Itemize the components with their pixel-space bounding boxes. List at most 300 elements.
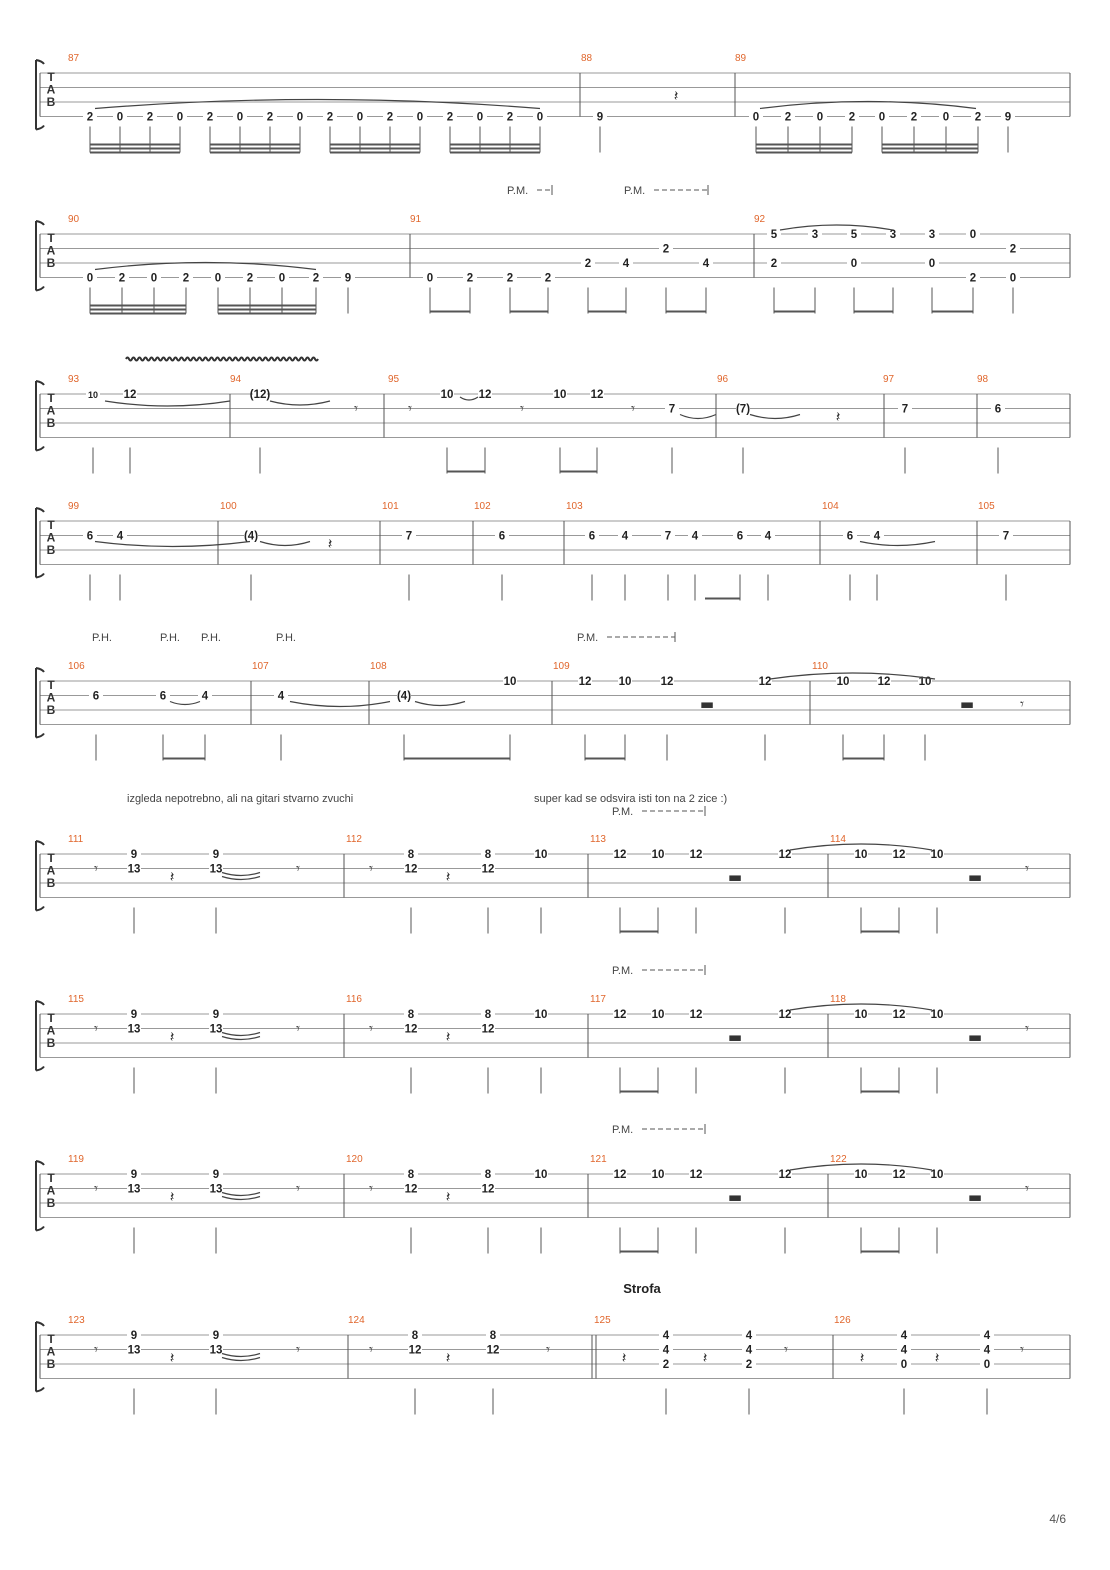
measure-number: 97 bbox=[883, 374, 895, 385]
tie bbox=[415, 702, 465, 706]
tab-clef-letter: B bbox=[46, 95, 56, 109]
fret-number: 0 bbox=[278, 272, 286, 285]
fret-number: 10 bbox=[918, 676, 932, 688]
rest-symbol: ▬ bbox=[959, 695, 975, 714]
fret-number: 10 bbox=[651, 849, 665, 861]
fret-number: 12 bbox=[613, 1169, 627, 1181]
fret-number: 9 bbox=[130, 1330, 138, 1342]
fret-number: 6 bbox=[736, 530, 744, 543]
rest-symbol: ▬ bbox=[967, 1028, 983, 1047]
fret-number: 12 bbox=[404, 1023, 418, 1036]
fret-number: 2 bbox=[206, 111, 214, 124]
measure-number: 124 bbox=[348, 1315, 365, 1326]
rest-symbol: 𝄾 bbox=[784, 1340, 788, 1359]
fret-number: 0 bbox=[878, 111, 886, 124]
measure-number: 88 bbox=[581, 53, 593, 64]
rest-symbol: 𝄽 bbox=[169, 868, 175, 887]
fret-number: 8 bbox=[484, 849, 492, 861]
fret-number: 12 bbox=[478, 389, 492, 401]
tab-clef-letter: A bbox=[46, 1344, 56, 1359]
section-label: Strofa bbox=[623, 1281, 661, 1296]
fret-number: 9 bbox=[130, 1009, 138, 1021]
rest-symbol: 𝄾 bbox=[546, 1340, 550, 1359]
measure-number: 113 bbox=[590, 834, 606, 845]
fret-number: 10 bbox=[503, 676, 517, 688]
fret-number: 0 bbox=[150, 272, 158, 285]
tab-clef-letter: T bbox=[47, 851, 55, 865]
rest-symbol: 𝄾 bbox=[94, 1340, 98, 1359]
fret-number: 10 bbox=[87, 390, 99, 400]
pinch-harmonic-label: P.H. bbox=[276, 632, 296, 644]
measure-number: 105 bbox=[978, 501, 995, 512]
fret-number: 12 bbox=[689, 849, 703, 861]
fret-number: 4 bbox=[764, 530, 772, 543]
fret-number: 2 bbox=[745, 1359, 753, 1371]
tab-clef-letter: A bbox=[46, 403, 56, 418]
tie bbox=[170, 702, 200, 705]
rest-symbol: 𝄾 bbox=[369, 1019, 373, 1038]
fret-number: (4) bbox=[243, 530, 259, 543]
fret-number: 12 bbox=[778, 1169, 792, 1181]
measure-number: 107 bbox=[252, 661, 269, 672]
fret-number: (12) bbox=[249, 389, 271, 401]
fret-number: 4 bbox=[662, 1330, 670, 1342]
fret-number: 2 bbox=[246, 272, 254, 285]
rest-symbol: 𝄽 bbox=[621, 1349, 627, 1368]
tie bbox=[680, 415, 716, 419]
fret-number: 13 bbox=[127, 1344, 141, 1357]
tab-clef-letter: B bbox=[46, 416, 56, 430]
measure-number: 96 bbox=[717, 374, 729, 385]
rest-symbol: 𝄾 bbox=[296, 1019, 300, 1038]
tab-clef-letter: T bbox=[47, 1171, 55, 1185]
tab-clef-letter: A bbox=[46, 82, 56, 97]
tie bbox=[222, 1193, 260, 1196]
fret-number: 12 bbox=[404, 1183, 418, 1196]
fret-number: 3 bbox=[889, 229, 897, 241]
tab-clef-letter: B bbox=[46, 1036, 56, 1050]
fret-number: 0 bbox=[116, 111, 124, 124]
fret-number: 2 bbox=[584, 258, 592, 270]
measure-number: 121 bbox=[590, 1154, 607, 1165]
rest-symbol: 𝄾 bbox=[369, 1340, 373, 1359]
palm-mute-label: P.M. bbox=[612, 1124, 634, 1136]
fret-number: 13 bbox=[209, 1344, 223, 1357]
rest-symbol: 𝄾 bbox=[408, 399, 412, 418]
fret-number: 9 bbox=[344, 272, 352, 285]
rest-symbol: 𝄾 bbox=[631, 399, 635, 418]
rest-symbol: 𝄽 bbox=[445, 1188, 451, 1207]
fret-number: 12 bbox=[613, 1009, 627, 1021]
fret-number: 9 bbox=[212, 849, 220, 861]
fret-number: 0 bbox=[356, 111, 364, 124]
fret-number: 2 bbox=[146, 111, 154, 124]
rest-symbol: 𝄽 bbox=[673, 87, 679, 106]
rest-symbol: 𝄾 bbox=[1020, 1340, 1024, 1359]
fret-number: 2 bbox=[969, 272, 977, 285]
fret-number: 0 bbox=[1009, 272, 1017, 285]
measure-number: 114 bbox=[830, 834, 846, 845]
fret-number: 2 bbox=[662, 243, 670, 256]
tab-clef-letter: T bbox=[47, 231, 55, 245]
tab-clef-letter: B bbox=[46, 876, 56, 890]
measure-number: 89 bbox=[735, 53, 747, 64]
measure-number: 94 bbox=[230, 374, 242, 385]
fret-number: 12 bbox=[481, 1183, 495, 1196]
fret-number: 10 bbox=[854, 1009, 868, 1021]
fret-number: 2 bbox=[118, 272, 126, 285]
fret-number: 2 bbox=[386, 111, 394, 124]
measure-number: 99 bbox=[68, 501, 80, 512]
rest-symbol: 𝄾 bbox=[94, 1019, 98, 1038]
measure-number: 125 bbox=[594, 1315, 611, 1326]
fret-number: 8 bbox=[407, 849, 415, 861]
fret-number: 0 bbox=[476, 111, 484, 124]
fret-number: 13 bbox=[209, 863, 223, 876]
rest-symbol: 𝄽 bbox=[327, 535, 333, 554]
tie bbox=[750, 415, 800, 419]
tab-system bbox=[36, 374, 1070, 474]
fret-number: 12 bbox=[778, 849, 792, 861]
fret-number: 12 bbox=[689, 1169, 703, 1181]
tab-clef-letter: A bbox=[46, 1183, 56, 1198]
fret-number: 12 bbox=[613, 849, 627, 861]
tab-system bbox=[36, 1315, 1070, 1415]
fret-number: 2 bbox=[446, 111, 454, 124]
tab-clef-letter: A bbox=[46, 530, 56, 545]
fret-number: 4 bbox=[983, 1330, 991, 1342]
fret-number: 4 bbox=[201, 690, 209, 703]
slur bbox=[95, 263, 316, 270]
measure-number: 103 bbox=[566, 501, 583, 512]
tie bbox=[222, 1197, 260, 1200]
slur bbox=[770, 673, 935, 679]
palm-mute-label: P.M. bbox=[507, 185, 529, 197]
fret-number: 0 bbox=[416, 111, 424, 124]
fret-number: 2 bbox=[266, 111, 274, 124]
fret-number: 2 bbox=[86, 111, 94, 124]
fret-number: 12 bbox=[590, 389, 604, 401]
palm-mute-label: P.M. bbox=[612, 965, 634, 977]
fret-number: 10 bbox=[930, 1169, 944, 1181]
measure-number: 104 bbox=[822, 501, 839, 512]
slur bbox=[780, 225, 893, 230]
fret-number: 2 bbox=[662, 1359, 670, 1371]
fret-number: 2 bbox=[466, 272, 474, 285]
measure-number: 101 bbox=[382, 501, 399, 512]
tab-clef-letter: B bbox=[46, 1196, 56, 1210]
pinch-harmonic-label: P.H. bbox=[201, 632, 221, 644]
tab-clef-letter: B bbox=[46, 1357, 56, 1371]
fret-number: 10 bbox=[930, 849, 944, 861]
tab-clef-letter: T bbox=[47, 678, 55, 692]
fret-number: 7 bbox=[668, 403, 676, 416]
comment-text: izgleda nepotrebno, ali na gitari stvarno zvuchi bbox=[127, 793, 354, 805]
fret-number: 0 bbox=[900, 1359, 908, 1371]
fret-number: 0 bbox=[752, 111, 760, 124]
fret-number: 9 bbox=[212, 1330, 220, 1342]
tab-clef-letter: A bbox=[46, 1023, 56, 1038]
measure-number: 111 bbox=[68, 834, 84, 845]
fret-number: 12 bbox=[578, 676, 592, 688]
fret-number: 2 bbox=[506, 272, 514, 285]
measure-number: 117 bbox=[590, 994, 606, 1005]
fret-number: 8 bbox=[484, 1009, 492, 1021]
fret-number: 0 bbox=[969, 229, 977, 241]
rest-symbol: 𝄽 bbox=[169, 1188, 175, 1207]
fret-number: 10 bbox=[618, 676, 632, 688]
tie bbox=[460, 397, 478, 400]
fret-number: 10 bbox=[651, 1169, 665, 1181]
measure-number: 122 bbox=[830, 1154, 847, 1165]
fret-number: 9 bbox=[212, 1169, 220, 1181]
fret-number: 0 bbox=[86, 272, 94, 285]
rest-symbol: ▬ bbox=[699, 695, 715, 714]
fret-number: 2 bbox=[784, 111, 792, 124]
tie bbox=[222, 1354, 260, 1357]
fret-number: 2 bbox=[1009, 243, 1017, 256]
fret-number: 6 bbox=[846, 530, 854, 543]
tie bbox=[105, 401, 230, 406]
measure-number: 119 bbox=[68, 1154, 84, 1165]
measure-number: 100 bbox=[220, 501, 237, 512]
measure-number: 91 bbox=[410, 214, 422, 225]
fret-number: 6 bbox=[588, 530, 596, 543]
fret-number: 2 bbox=[910, 111, 918, 124]
fret-number: 10 bbox=[534, 1009, 548, 1021]
rest-symbol: 𝄽 bbox=[835, 408, 841, 427]
fret-number: 2 bbox=[326, 111, 334, 124]
fret-number: 2 bbox=[770, 258, 778, 270]
fret-number: 3 bbox=[928, 229, 936, 241]
tab-clef-letter: B bbox=[46, 543, 56, 557]
measure-number: 115 bbox=[68, 994, 84, 1005]
fret-number: 0 bbox=[942, 111, 950, 124]
fret-number: 8 bbox=[407, 1169, 415, 1181]
rest-symbol: 𝄽 bbox=[169, 1349, 175, 1368]
fret-number: 10 bbox=[534, 1169, 548, 1181]
fret-number: 12 bbox=[892, 1009, 906, 1021]
fret-number: 9 bbox=[130, 1169, 138, 1181]
tab-clef-letter: B bbox=[46, 703, 56, 717]
tie bbox=[222, 1033, 260, 1036]
rest-symbol: 𝄽 bbox=[169, 1028, 175, 1047]
fret-number: 4 bbox=[900, 1344, 908, 1357]
fret-number: 2 bbox=[974, 111, 982, 124]
fret-number: 4 bbox=[277, 690, 285, 703]
rest-symbol: ▬ bbox=[967, 1188, 983, 1207]
tab-clef-letter: T bbox=[47, 1011, 55, 1025]
fret-number: 4 bbox=[116, 530, 124, 543]
rest-symbol: ▬ bbox=[727, 1188, 743, 1207]
fret-number: 12 bbox=[758, 676, 772, 688]
fret-number: 10 bbox=[440, 389, 454, 401]
fret-number: 12 bbox=[892, 849, 906, 861]
tab-clef-letter: T bbox=[47, 1332, 55, 1346]
fret-number: 9 bbox=[130, 849, 138, 861]
slur bbox=[760, 102, 976, 109]
rest-symbol: ▬ bbox=[727, 1028, 743, 1047]
fret-number: 0 bbox=[296, 111, 304, 124]
fret-number: 4 bbox=[691, 530, 699, 543]
fret-number: 0 bbox=[816, 111, 824, 124]
comment-text: super kad se odsvira isti ton na 2 zice :) bbox=[534, 793, 728, 805]
rest-symbol: 𝄾 bbox=[369, 859, 373, 878]
rest-symbol: 𝄽 bbox=[445, 868, 451, 887]
fret-number: 0 bbox=[426, 272, 434, 285]
fret-number: 12 bbox=[689, 1009, 703, 1021]
measure-number: 93 bbox=[68, 374, 80, 385]
fret-number: 10 bbox=[534, 849, 548, 861]
fret-number: (7) bbox=[735, 403, 751, 416]
fret-number: 13 bbox=[127, 863, 141, 876]
rest-symbol: 𝄾 bbox=[1025, 1179, 1029, 1198]
rest-symbol: 𝄾 bbox=[296, 859, 300, 878]
tie bbox=[260, 542, 310, 546]
measure-number: 118 bbox=[830, 994, 846, 1005]
fret-number: 12 bbox=[486, 1344, 500, 1357]
fret-number: 5 bbox=[770, 229, 778, 241]
measure-number: 106 bbox=[68, 661, 85, 672]
rest-symbol: 𝄾 bbox=[94, 859, 98, 878]
slur bbox=[95, 100, 540, 109]
fret-number: 3 bbox=[811, 229, 819, 241]
measure-number: 110 bbox=[812, 661, 828, 672]
tie bbox=[222, 1037, 260, 1040]
tie bbox=[222, 1358, 260, 1361]
fret-number: 4 bbox=[745, 1330, 753, 1342]
tab-system bbox=[36, 1154, 1070, 1254]
tab-system bbox=[36, 214, 1070, 314]
palm-mute-label: P.M. bbox=[624, 185, 646, 197]
fret-number: 13 bbox=[127, 1183, 141, 1196]
fret-number: 12 bbox=[408, 1344, 422, 1357]
rest-symbol: 𝄾 bbox=[1025, 1019, 1029, 1038]
fret-number: 12 bbox=[481, 1023, 495, 1036]
fret-number: 10 bbox=[854, 849, 868, 861]
fret-number: 6 bbox=[498, 530, 506, 543]
measure-number: 90 bbox=[68, 214, 80, 225]
rest-symbol: 𝄾 bbox=[1025, 859, 1029, 878]
fret-number: 10 bbox=[651, 1009, 665, 1021]
rest-symbol: ▬ bbox=[727, 868, 743, 887]
fret-number: 2 bbox=[312, 272, 320, 285]
fret-number: 0 bbox=[176, 111, 184, 124]
vibrato-marking bbox=[126, 358, 318, 361]
measure-number: 87 bbox=[68, 53, 80, 64]
tab-clef-letter: T bbox=[47, 391, 55, 405]
rest-symbol: 𝄾 bbox=[369, 1179, 373, 1198]
fret-number: 8 bbox=[484, 1169, 492, 1181]
tab-clef-letter: T bbox=[47, 518, 55, 532]
fret-number: 2 bbox=[544, 272, 552, 285]
fret-number: 12 bbox=[892, 1169, 906, 1181]
fret-number: 6 bbox=[86, 530, 94, 543]
pinch-harmonic-label: P.H. bbox=[92, 632, 112, 644]
tab-clef-letter: T bbox=[47, 70, 55, 84]
rest-symbol: 𝄾 bbox=[354, 399, 358, 418]
tab-clef-letter: A bbox=[46, 863, 56, 878]
palm-mute-label: P.M. bbox=[612, 806, 634, 818]
fret-number: 12 bbox=[481, 863, 495, 876]
fret-number: 4 bbox=[745, 1344, 753, 1357]
fret-number: 6 bbox=[994, 403, 1002, 416]
measure-number: 109 bbox=[553, 661, 570, 672]
pinch-harmonic-label: P.H. bbox=[160, 632, 180, 644]
tab-clef-letter: B bbox=[46, 256, 56, 270]
fret-number: 12 bbox=[778, 1009, 792, 1021]
fret-number: 9 bbox=[212, 1009, 220, 1021]
rest-symbol: 𝄾 bbox=[1020, 695, 1024, 714]
measure-number: 126 bbox=[834, 1315, 851, 1326]
tie bbox=[222, 877, 260, 880]
fret-number: 13 bbox=[209, 1023, 223, 1036]
fret-number: 12 bbox=[660, 676, 674, 688]
tab-system bbox=[36, 994, 1070, 1094]
measure-number: 95 bbox=[388, 374, 400, 385]
rest-symbol: 𝄾 bbox=[94, 1179, 98, 1198]
fret-number: 12 bbox=[404, 863, 418, 876]
fret-number: 4 bbox=[900, 1330, 908, 1342]
fret-number: 13 bbox=[127, 1023, 141, 1036]
tab-system bbox=[36, 834, 1070, 934]
fret-number: 8 bbox=[489, 1330, 497, 1342]
tie bbox=[222, 873, 260, 876]
tie bbox=[270, 401, 330, 405]
fret-number: 0 bbox=[236, 111, 244, 124]
fret-number: 10 bbox=[930, 1009, 944, 1021]
tie bbox=[860, 542, 935, 546]
fret-number: 4 bbox=[622, 258, 630, 270]
rest-symbol: 𝄽 bbox=[934, 1349, 940, 1368]
fret-number: 4 bbox=[702, 258, 710, 270]
fret-number: 6 bbox=[159, 690, 167, 703]
fret-number: 0 bbox=[850, 258, 858, 270]
tab-clef-letter: A bbox=[46, 243, 56, 258]
rest-symbol: 𝄾 bbox=[296, 1340, 300, 1359]
measure-number: 120 bbox=[346, 1154, 363, 1165]
fret-number: 4 bbox=[662, 1344, 670, 1357]
measure-number: 98 bbox=[977, 374, 989, 385]
rest-symbol: 𝄽 bbox=[445, 1028, 451, 1047]
measure-number: 102 bbox=[474, 501, 491, 512]
fret-number: 4 bbox=[983, 1344, 991, 1357]
rest-symbol: 𝄾 bbox=[296, 1179, 300, 1198]
tie bbox=[290, 702, 390, 707]
fret-number: 10 bbox=[854, 1169, 868, 1181]
measure-number: 108 bbox=[370, 661, 387, 672]
fret-number: 0 bbox=[928, 258, 936, 270]
fret-number: (4) bbox=[396, 690, 412, 703]
fret-number: 10 bbox=[553, 389, 567, 401]
fret-number: 8 bbox=[411, 1330, 419, 1342]
palm-mute-label: P.M. bbox=[577, 632, 599, 644]
fret-number: 12 bbox=[123, 389, 137, 401]
fret-number: 9 bbox=[1004, 111, 1012, 124]
fret-number: 7 bbox=[405, 530, 413, 543]
measure-number: 92 bbox=[754, 214, 766, 225]
fret-number: 2 bbox=[506, 111, 514, 124]
fret-number: 0 bbox=[983, 1359, 991, 1371]
measure-number: 116 bbox=[346, 994, 362, 1005]
rest-symbol: 𝄽 bbox=[445, 1349, 451, 1368]
fret-number: 0 bbox=[536, 111, 544, 124]
fret-number: 4 bbox=[621, 530, 629, 543]
fret-number: 4 bbox=[873, 530, 881, 543]
tab-clef-letter: A bbox=[46, 690, 56, 705]
measure-number: 123 bbox=[68, 1315, 85, 1326]
fret-number: 13 bbox=[209, 1183, 223, 1196]
